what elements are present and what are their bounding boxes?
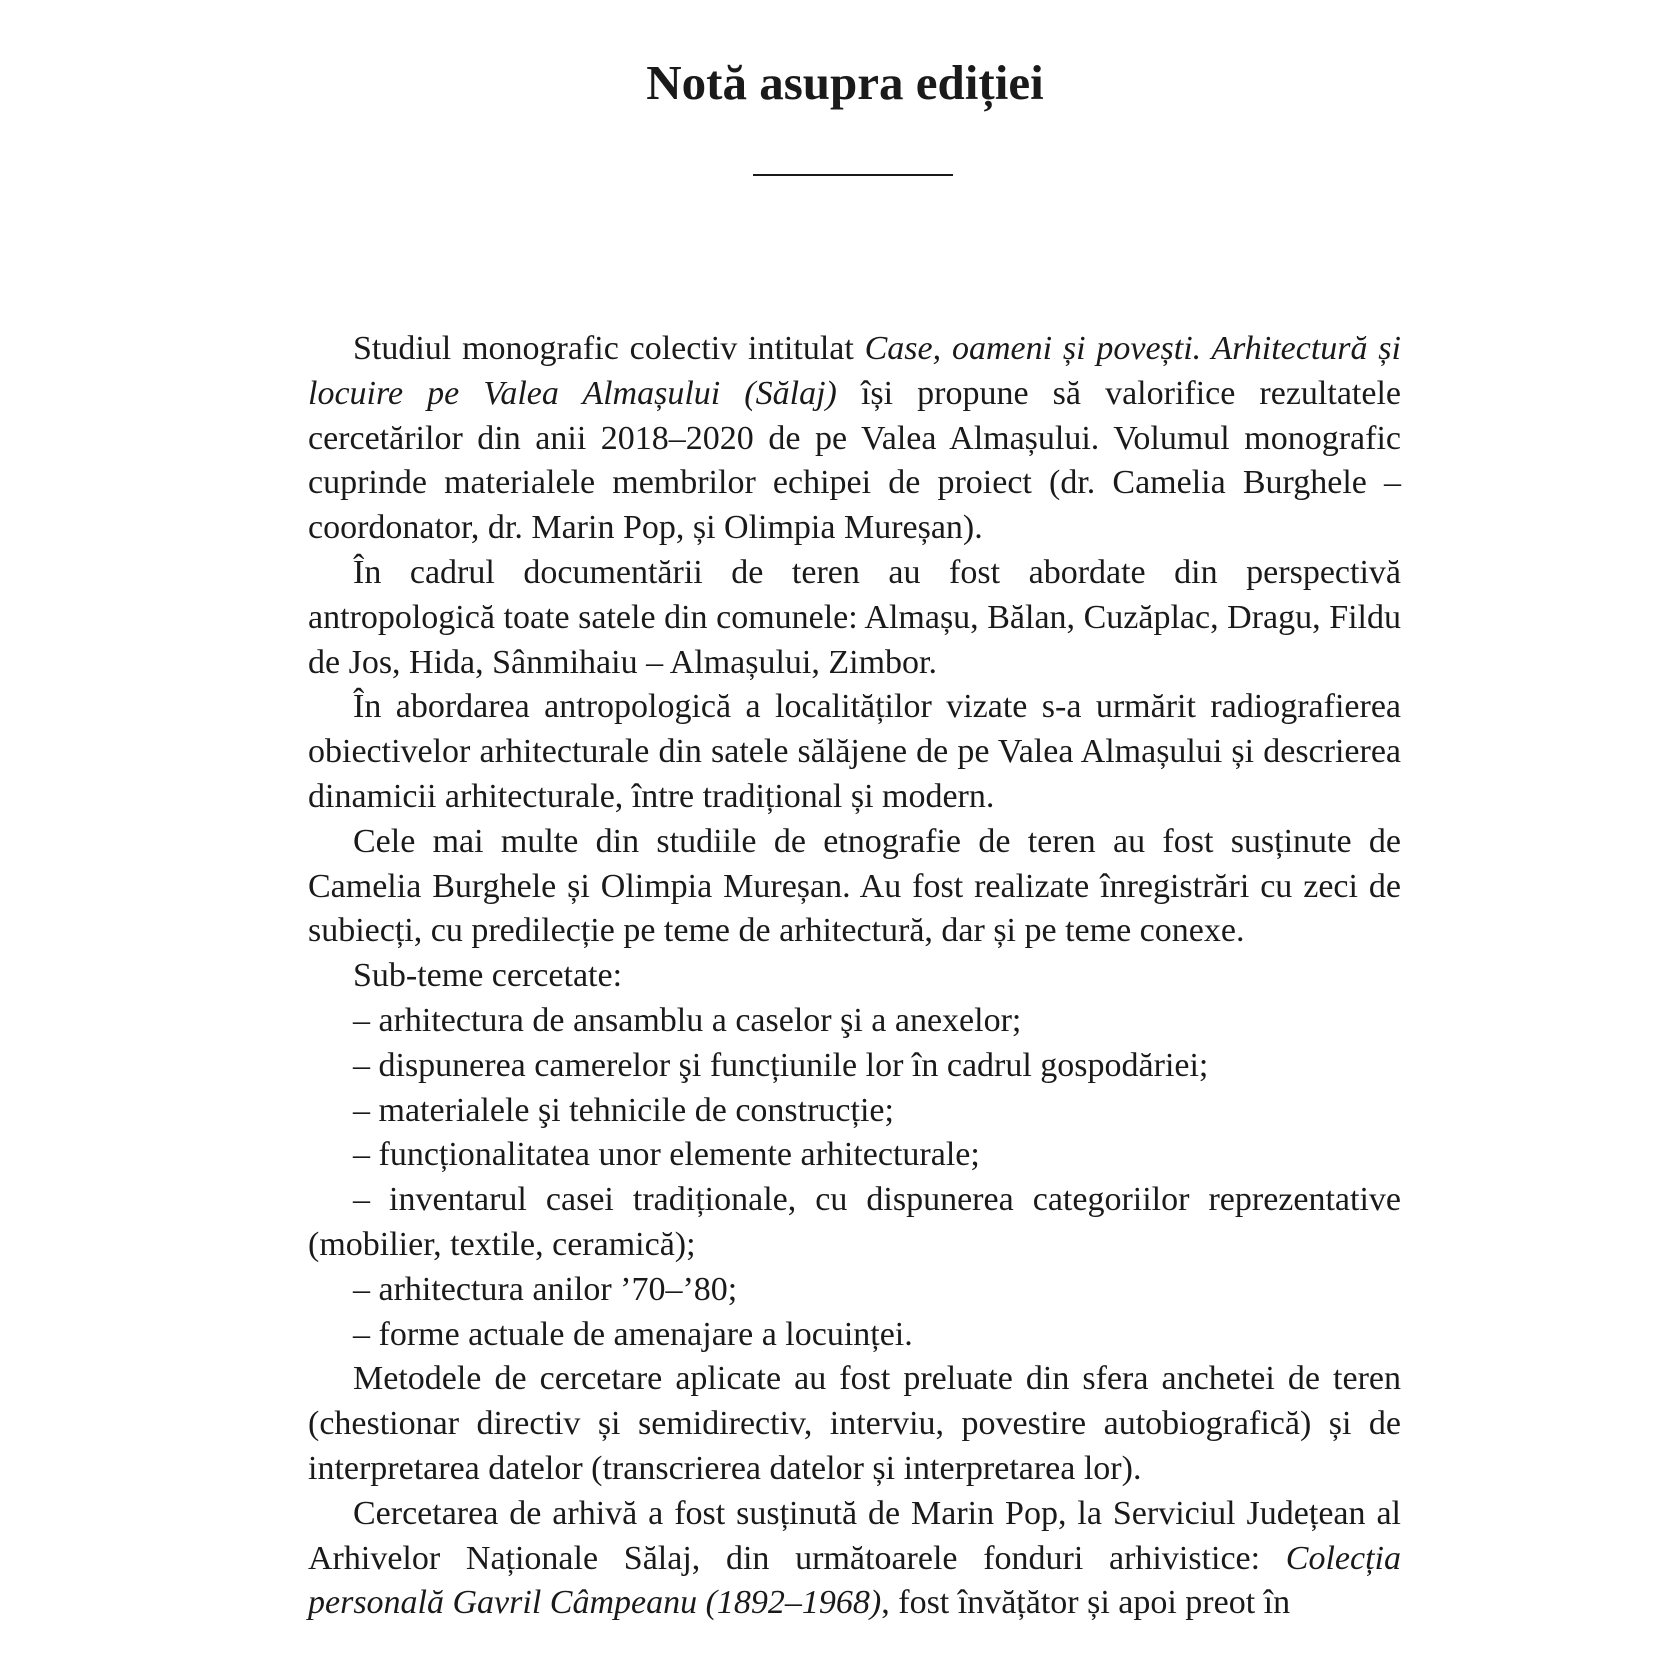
subtopic-item: – arhitectura de ansamblu a caselor şi a anexelor;: [353, 1001, 1022, 1039]
body-text: [308, 327, 1401, 1626]
book-title: Case, oameni și povești. Arhitectură și locuire pe Valea Almașului (Sălaj): [308, 330, 1401, 412]
paragraph-intro: [308, 327, 1401, 551]
paragraph-approach: În abordarea antropologică a localităților vizate s-a urmărit radiografierea obiectivelor arhitecturale din satele sălăjene de pe Valea Almașului și descrierea dinamicii arhitecturale, între tradițional și modern.: [308, 688, 1401, 815]
paragraph-fieldwork: În cadrul documentării de teren au fost abordate din perspectivă antropologică toate satele din comunele: Almașu, Bălan, Cuzăplac, Dragu, Fildu de Jos, Hida, Sânmihaiu – Almașului, Zimbor.: [308, 553, 1401, 681]
subtopic-item: – forme actuale de amenajare a locuinței.: [353, 1315, 913, 1353]
subtopic-item: – arhitectura anilor ’70–’80;: [353, 1270, 738, 1308]
title-divider: [753, 174, 953, 176]
paragraph-studies: Cele mai multe din studiile de etnografie de teren au fost susținute de Camelia Burghele și Olimpia Mureșan. Au fost realizate înregistrări cu zeci de subiecți, cu predilecție pe teme de arhitectură, dar și pe teme conexe.: [308, 822, 1401, 950]
subtopic-item: – materialele şi tehnicile de construcție;: [353, 1091, 894, 1129]
archive-collection-title: Colecția personală Gavril Câmpeanu (1892–1968): [308, 1539, 1401, 1622]
paragraph-archive-pre: Cercetarea de arhivă a fost susținută de Marin Pop, la Serviciul Județean al Arhivelor Naționale Sălaj, din următoarele fonduri arhivistice:: [308, 1494, 1401, 1577]
paragraph-archive: [308, 1492, 1401, 1626]
paragraph-intro-post: își propune să valorifice rezultatele cercetărilor din anii 2018–2020 de pe Valea Almașului. Volumul monografic cuprinde materialele membrilor echipei de proiect (dr. Camelia Burghele – coordonator, dr. Marin Pop, și Olimpia Mureșan).: [308, 374, 1401, 547]
paragraph-archive-post: , fost învățător și apoi preot în: [881, 1584, 1291, 1622]
subtopic-item: – funcționalitatea unor elemente arhitecturale;: [353, 1136, 980, 1174]
page-title: Notă asupra ediției: [646, 55, 1044, 110]
paragraph-methods: Metodele de cercetare aplicate au fost preluate din sfera anchetei de teren (chestionar directiv și semidirectiv, interviu, povestire autobiografică) și de interpretarea datelor (transcrierea datelor și interpretarea lor).: [308, 1360, 1401, 1487]
subtopic-item: – inventarul casei tradiționale, cu dispunerea categoriilor reprezentative (mobilier, textile, ceramică);: [308, 1181, 1401, 1263]
subtopics-heading: Sub-teme cercetate:: [353, 957, 623, 995]
paragraph-intro-pre: Studiul monografic colectiv intitulat: [353, 330, 865, 367]
subtopic-item: – dispunerea camerelor şi funcțiunile lor în cadrul gospodăriei;: [353, 1046, 1209, 1084]
